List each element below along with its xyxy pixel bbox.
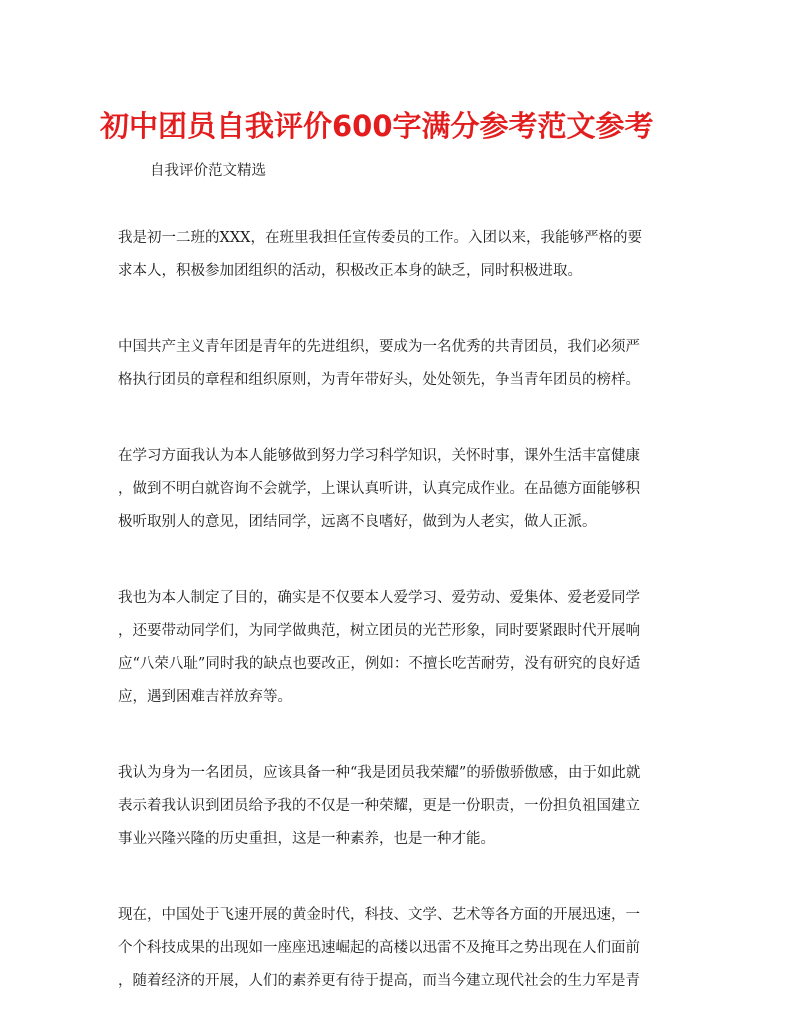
paragraph-line: 应“八荣八耻”同时我的缺点也要改正，例如：不擅长吃苦耐劳，没有研究的良好适 (118, 656, 641, 672)
paragraph-line: ，做到不明白就咨询不会就学，上课认真听讲，认真完成作业。在品德方面能够积 (118, 481, 640, 497)
paragraph-line: ，还要带动同学们，为同学做典范，树立团员的光芒形象，同时要紧跟时代开展响 (118, 623, 640, 639)
paragraph-line: ，随着经济的开展，人们的素养更有待于提高，而当今建立现代社会的生力军是青 (118, 973, 640, 989)
paragraph-line: 表示着我认识到团员给予我的不仅是一种荣耀，更是一份职责，一份担负祖国建立 (118, 798, 640, 814)
paragraph-line: 应，遇到困难吉祥放弃等。 (118, 689, 292, 705)
paragraph-line: 在学习方面我认为本人能够做到努力学习科学知识，关怀时事，课外生活丰富健康 (118, 448, 640, 464)
paragraph-line: 中国共产主义青年团是青年的先进组织，要成为一名优秀的共青团员，我们必须严 (118, 339, 640, 355)
paragraph-line: 我是初一二班的XXX，在班里我担任宣传委员的工作。入团以来，我能够严格的要 (118, 230, 642, 246)
paragraph (118, 222, 686, 288)
page-title: 初中团员自我评价600字满分参考范文参考 (100, 109, 654, 143)
paragraph-line: 格执行团员的章程和组织原则，为青年带好头，处处领先，争当青年团员的榜样。 (118, 372, 640, 388)
paragraph-line: 求本人，积极参加团组织的活动，积极改正本身的缺乏，同时积极进取。 (118, 263, 582, 279)
paragraph (118, 899, 686, 998)
paragraph-line: 我也为本人制定了目的，确实是不仅要本人爱学习、爱劳动、爱集体、爱老爱同学 (118, 590, 640, 606)
paragraph-line: 现在，中国处于飞速开展的黄金时代，科技、文学、艺术等各方面的开展迅速，一 (118, 907, 640, 923)
paragraph (118, 440, 686, 539)
paragraph (118, 582, 686, 714)
paragraph-line: 事业兴隆兴隆的历史重担，这是一种素养，也是一种才能。 (118, 831, 495, 847)
paragraph (118, 331, 686, 397)
paragraph-line: 个个科技成果的出现如一座座迅速崛起的高楼以迅雷不及掩耳之势出现在人们面前 (118, 940, 640, 956)
paragraph (118, 757, 686, 856)
page-subtitle: 自我评价范文精选 (150, 163, 266, 179)
paragraph-line: 极听取别人的意见，团结同学，远离不良嗜好，做到为人老实，做人正派。 (118, 514, 597, 530)
paragraph-line: 我认为身为一名团员，应该具备一种“我是团员我荣耀”的骄傲骄傲感，由于如此就 (118, 765, 641, 781)
document-body (118, 222, 686, 998)
